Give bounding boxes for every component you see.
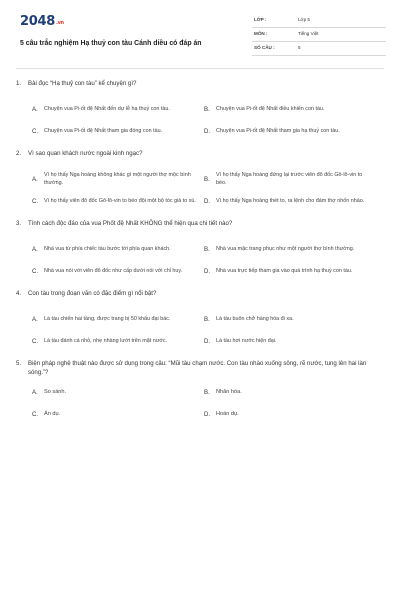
option-letter: B. [204, 175, 210, 183]
option-letter: C. [32, 267, 39, 275]
option-text: Nhà vua từ phía chiếc tàu bước tới phía quan khách. [44, 245, 171, 252]
question-number: 4. [16, 290, 22, 297]
option-letter: D. [204, 337, 211, 345]
option-letter: D. [204, 410, 211, 418]
question-list [16, 80, 384, 433]
option-d[interactable] [200, 330, 372, 352]
option-text: Là tàu chiến hai tầng, được trang bị 50 khẩu đại bác. [44, 315, 171, 322]
option-letter: A. [32, 105, 38, 113]
option-d[interactable] [200, 260, 372, 282]
option-b[interactable] [200, 238, 372, 260]
option-b[interactable] [200, 98, 372, 120]
option-letter: A. [32, 245, 38, 253]
info-table [252, 14, 386, 56]
option-letter: B. [204, 105, 210, 113]
info-row-subject [252, 28, 386, 42]
option-text: Vì họ thấy Nga hoàng không khác gì một người thợ mộc bình thường. [44, 171, 191, 186]
option-b[interactable] [200, 308, 372, 330]
header-divider [16, 68, 384, 69]
option-a[interactable] [28, 308, 200, 330]
question-text: Biện pháp nghệ thuật nào được sử dụng trong câu: “Mũi tàu chạm nước. Con tàu nhào xuống sông, rẽ nước, tung lên hai làn sóng.”? [28, 360, 367, 376]
option-letter: A. [32, 315, 38, 323]
option-a[interactable] [28, 168, 200, 190]
page-title: 5 câu trắc nghiệm Hạ thuỷ con tàu Cánh diều có đáp án [20, 40, 202, 47]
question-text: Tính cách độc đáo của vua Phốt đệ Nhất KHÔNG thể hiện qua chi tiết nào? [28, 220, 233, 227]
option-b[interactable] [200, 168, 372, 190]
question-number: 2. [16, 150, 22, 157]
option-d[interactable] [200, 190, 372, 212]
question-text: Bài đọc “Hạ thuỷ con tàu” kể chuyện gì? [28, 80, 137, 87]
logo-suffix: .vn [55, 20, 64, 26]
option-b[interactable] [200, 381, 372, 403]
option-text: Là tàu buôn chở hàng hóa đi xa. [216, 315, 294, 322]
option-text: Nhà vua trực tiếp tham gia vào quá trình hạ thuỷ con tàu. [216, 267, 353, 274]
options [28, 168, 384, 212]
option-text: Nhà vua mặc trang phục như một người thợ bình thường. [216, 245, 355, 252]
option-text: Hoán dụ. [216, 410, 239, 417]
option-text: Vì họ thấy viên đô đốc Gô-lô-vin to béo đội một bộ tóc giả to xù. [44, 197, 196, 204]
info-value: 5 [298, 45, 301, 50]
option-a[interactable] [28, 98, 200, 120]
option-c[interactable] [28, 330, 200, 352]
option-letter: A. [32, 388, 38, 396]
option-letter: C. [32, 197, 39, 205]
option-text: Chuyện vua Pi-ốt đệ Nhất đến dự lễ hạ thuỷ con tàu. [44, 105, 170, 112]
question-3 [16, 220, 384, 282]
info-value: Lớp 5 [298, 17, 310, 22]
options [28, 238, 384, 282]
options [28, 308, 384, 352]
option-letter: C. [32, 127, 39, 135]
question-4 [16, 290, 384, 352]
option-text: Là tàu hơi nước hiện đại. [216, 337, 277, 344]
option-letter: D. [204, 127, 211, 135]
option-a[interactable] [28, 381, 200, 403]
option-letter: B. [204, 388, 210, 396]
question-text: Con tàu trong đoạn văn có đặc điểm gì nổi bật? [28, 290, 157, 297]
info-label: SỐ CÂU : [254, 45, 275, 50]
option-c[interactable] [28, 260, 200, 282]
option-d[interactable] [200, 403, 372, 425]
option-letter: A. [32, 175, 38, 183]
option-text: Vì họ thấy Nga hoàng đứng lại trước viên đô đốc Gô-lô-vin to béo. [216, 171, 363, 186]
option-c[interactable] [28, 120, 200, 142]
option-text: So sánh. [44, 388, 67, 395]
option-letter: D. [204, 197, 211, 205]
question-number: 1. [16, 80, 22, 87]
option-letter: B. [204, 315, 210, 323]
option-text: Là tàu đánh cá nhỏ, nhẹ nhàng lướt trên mặt nước. [44, 337, 168, 344]
option-letter: C. [32, 410, 39, 418]
options [28, 98, 384, 142]
options [28, 381, 384, 425]
option-text: Chuyện vua Pi-ốt đệ Nhất tham gia đóng con tàu. [44, 127, 163, 134]
option-d[interactable] [200, 120, 372, 142]
option-c[interactable] [28, 403, 200, 425]
info-row-grade [252, 14, 386, 28]
page-header [16, 14, 386, 62]
info-label: LỚP : [254, 17, 267, 22]
site-logo[interactable] [20, 14, 64, 29]
logo-text: 2048 [20, 14, 55, 29]
option-text: Vì họ thấy Nga hoàng thét to, ra lệnh cho đám thợ nhốn nháo. [216, 197, 365, 204]
option-text: Chuyện vua Pi-ốt đệ Nhất điều khiển con tàu. [216, 105, 325, 112]
option-letter: B. [204, 245, 210, 253]
option-text: Nhà vua nói với viên đô đốc như cấp dưới nói với chỉ huy. [44, 267, 183, 274]
question-number: 3. [16, 220, 22, 227]
question-1 [16, 80, 384, 142]
info-row-count [252, 42, 386, 56]
question-text: Vì sao quan khách nước ngoài kinh ngạc? [28, 150, 143, 157]
question-2 [16, 150, 384, 212]
question-number: 5. [16, 360, 22, 367]
option-letter: D. [204, 267, 211, 275]
info-value: Tiếng Việt [298, 31, 319, 36]
option-text: Ẩn dụ. [44, 410, 61, 417]
option-letter: C. [32, 337, 39, 345]
option-c[interactable] [28, 190, 200, 212]
option-text: Chuyện vua Pi-ốt đệ Nhất tham gia hạ thuỷ con tàu. [216, 127, 340, 134]
question-5 [16, 360, 384, 425]
info-label: MÔN : [254, 31, 268, 36]
option-text: Nhân hóa. [216, 388, 242, 395]
option-a[interactable] [28, 238, 200, 260]
